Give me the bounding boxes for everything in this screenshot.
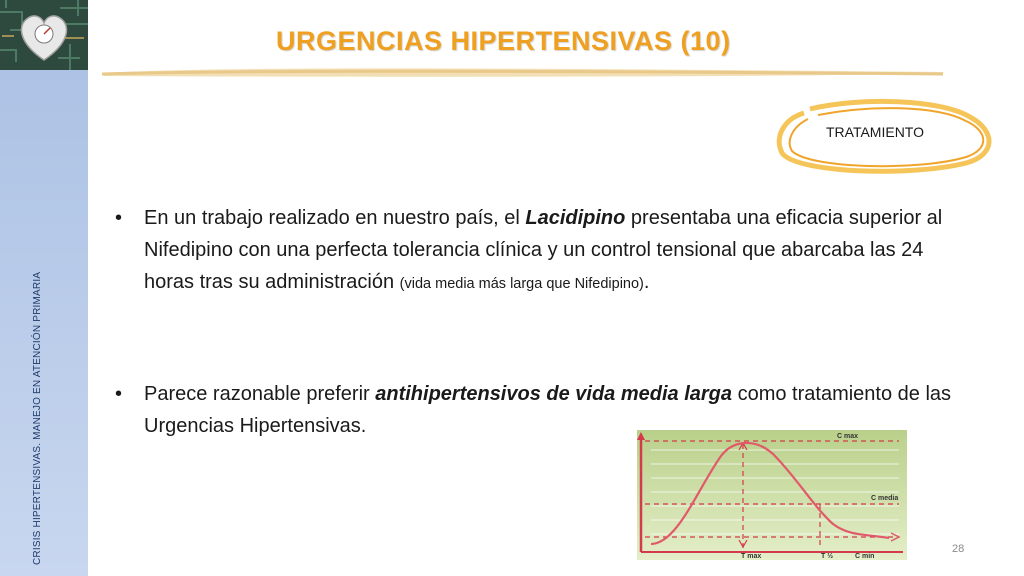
title-underline [100,62,950,84]
emphasis-text: antihipertensivos de vida media larga [375,383,733,405]
text-run: presentaba una eficacia superior al Nifedipino con una perfecta tolerancia clínica y un control tensional que abarcaba las 24 horas tras su administración [144,207,943,293]
cmin-label: C min [855,553,875,560]
bullet-list [115,202,975,442]
text-run: Parece razonable preferir [144,383,376,405]
bullet-item [115,202,975,300]
sidebar [0,0,88,576]
text-run: como tratamiento de las Urgencias Hipertensivas. [144,383,952,437]
parenthetical-note: (vida media más larga que Nifedipino) [399,276,644,292]
text-run: . [643,271,650,293]
tmax-label: T max [741,553,762,560]
cmax-label: C max [837,433,859,440]
drug-name: Lacidipino [525,207,626,229]
vertical-sidebar-text: CRISIS HIPERTENSIVAS. MANEJO EN ATENCIÓN PRIMARIA [32,271,43,565]
thalf-label: T ½ [821,553,834,560]
page-number: 28 [952,543,965,555]
pharmacokinetic-curve-figure [637,430,907,560]
logo [0,0,88,70]
slide-title: URGENCIAS HIPERTENSIVAS (10) [276,26,731,56]
cmedia-label: C media [871,495,899,502]
tag-label: TRATAMIENTO [826,124,924,140]
text-run: En un trabajo realizado en nuestro país, el [144,207,526,229]
